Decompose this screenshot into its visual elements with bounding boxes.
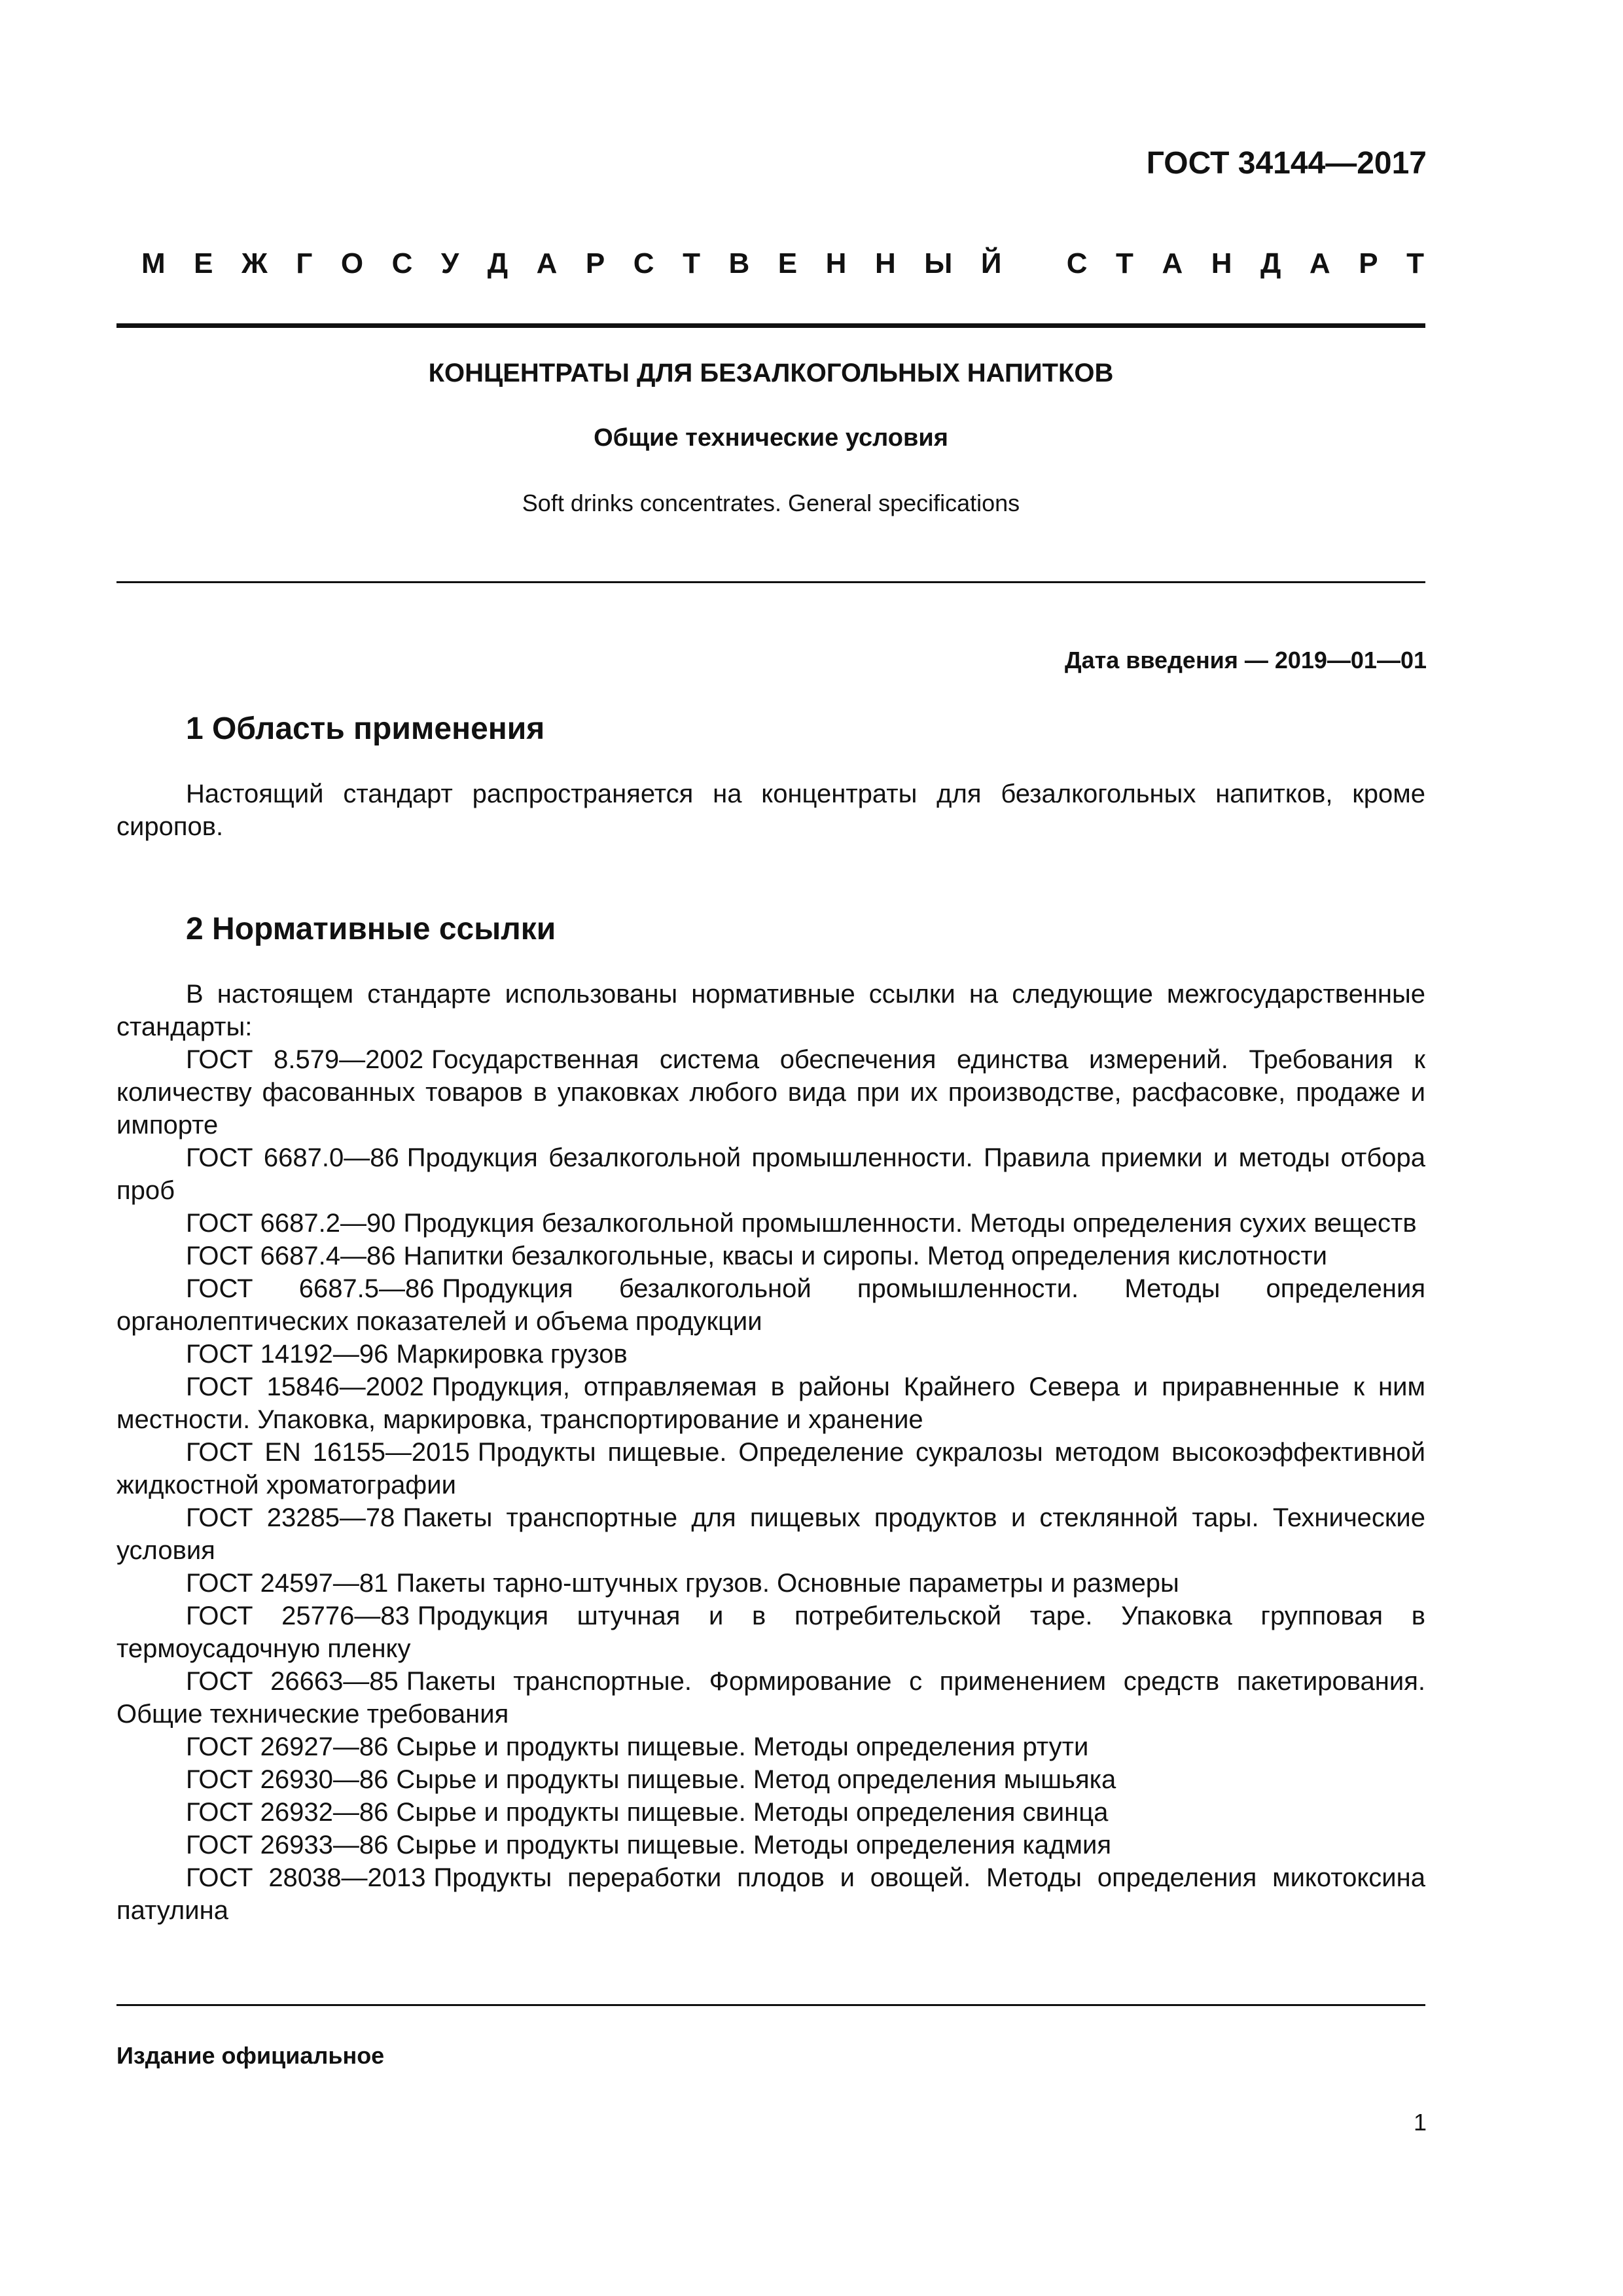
- interstate-letter: Т: [1116, 247, 1133, 279]
- reference-code: ГОСТ 26927—86: [186, 1732, 389, 1761]
- title-divider: [116, 581, 1425, 583]
- reference-item: [116, 1861, 1425, 1927]
- reference-item: [116, 1763, 1425, 1796]
- interstate-letter: А: [536, 247, 558, 279]
- reference-title: Маркировка грузов: [396, 1340, 628, 1369]
- reference-item: [116, 1436, 1425, 1501]
- reference-item: [116, 1731, 1425, 1763]
- reference-title: Пакеты тарно-штучных грузов. Основные параметры и размеры: [396, 1569, 1179, 1598]
- interstate-letter: С: [1066, 247, 1088, 279]
- section-2-heading: 2 Нормативные ссылки: [186, 912, 556, 946]
- reference-item: [116, 1207, 1425, 1240]
- reference-code: ГОСТ 8.579—2002: [186, 1045, 424, 1074]
- reference-code: ГОСТ 28038—2013: [186, 1863, 426, 1892]
- interstate-letter: Д: [487, 247, 508, 279]
- header-divider: [116, 323, 1425, 328]
- section-1-body: [116, 778, 1425, 843]
- reference-code: ГОСТ 24597—81: [186, 1569, 389, 1598]
- reference-item: [116, 1338, 1425, 1371]
- reference-code: ГОСТ 6687.5—86: [186, 1274, 435, 1303]
- reference-code: ГОСТ 23285—78: [186, 1503, 395, 1532]
- interstate-letter: Т: [683, 247, 700, 279]
- interstate-letter: Е: [777, 247, 798, 279]
- reference-code: ГОСТ EN 16155—2015: [186, 1438, 470, 1467]
- interstate-letter: Р: [1359, 247, 1378, 279]
- interstate-letter: Д: [1260, 247, 1281, 279]
- reference-item: [116, 1240, 1425, 1272]
- reference-code: ГОСТ 15846—2002: [186, 1372, 424, 1401]
- reference-item: [116, 1371, 1425, 1436]
- reference-item: [116, 1501, 1425, 1567]
- reference-title: Государственная система обеспечения единства измерений. Требования к количеству фасованных товаров в упаковках любого вида при их производстве, расфасовке, продаже и импорте: [116, 1045, 1425, 1139]
- reference-code: ГОСТ 26930—86: [186, 1765, 389, 1794]
- reference-item: [116, 1043, 1425, 1141]
- section-2-intro: В настоящем стандарте использованы нормативные ссылки на следующие межгосударственные стандарты:: [116, 980, 1425, 1041]
- reference-item: [116, 1141, 1425, 1207]
- interstate-letter: Р: [585, 247, 605, 279]
- reference-code: ГОСТ 26932—86: [186, 1798, 389, 1827]
- reference-title: Пакеты транспортные для пищевых продуктов и стеклянной тары. Технические условия: [116, 1503, 1425, 1565]
- reference-item: [116, 1567, 1425, 1600]
- reference-title: Сырье и продукты пищевые. Метод определения мышьяка: [396, 1765, 1116, 1794]
- reference-title: Продукция безалкогольной промышленности. Методы определения сухих веществ: [403, 1209, 1417, 1238]
- interstate-letter: М: [141, 247, 166, 279]
- reference-title: Продукты переработки плодов и овощей. Методы определения микотоксина патулина: [116, 1863, 1425, 1925]
- official-edition-label: Издание официальное: [116, 2042, 385, 2069]
- document-title: КОНЦЕНТРАТЫ ДЛЯ БЕЗАЛКОГОЛЬНЫХ НАПИТКОВ: [428, 359, 1114, 387]
- interstate-letter: С: [391, 247, 413, 279]
- reference-title: Продукция, отправляемая в районы Крайнего Севера и приравненные к ним местности. Упаковка, маркировка, транспортирование и хранение: [116, 1372, 1425, 1434]
- reference-title: Продукция безалкогольной промышленности. Методы определения органолептических показателей и объема продукции: [116, 1274, 1425, 1336]
- reference-code: ГОСТ 26663—85: [186, 1667, 399, 1696]
- reference-code: ГОСТ 6687.4—86: [186, 1242, 396, 1270]
- interstate-letter: А: [1162, 247, 1183, 279]
- normative-references: [116, 978, 1425, 1927]
- document-subtitle: Общие технические условия: [594, 424, 948, 452]
- interstate-letter: Г: [296, 247, 313, 279]
- reference-title: Сырье и продукты пищевые. Методы определения кадмия: [396, 1831, 1111, 1859]
- interstate-letter: Т: [1406, 247, 1424, 279]
- document-number: ГОСТ 34144—2017: [1146, 146, 1427, 181]
- interstate-letter: Н: [874, 247, 896, 279]
- interstate-letter: Ы: [924, 247, 953, 279]
- reference-code: ГОСТ 6687.2—90: [186, 1209, 396, 1238]
- interstate-letter: О: [340, 247, 364, 279]
- reference-title: Напитки безалкогольные, квасы и сиропы. Метод определения кислотности: [403, 1242, 1328, 1270]
- interstate-letter: Н: [825, 247, 847, 279]
- reference-title: Сырье и продукты пищевые. Методы определения ртути: [396, 1732, 1089, 1761]
- section-1-heading: 1 Область применения: [186, 711, 545, 746]
- reference-item: [116, 1665, 1425, 1731]
- interstate-letter: С: [633, 247, 654, 279]
- reference-code: ГОСТ 14192—96: [186, 1340, 389, 1369]
- reference-code: ГОСТ 25776—83: [186, 1602, 410, 1630]
- reference-item: [116, 1829, 1425, 1861]
- reference-title: Продукция штучная и в потребительской таре. Упаковка групповая в термоусадочную пленку: [116, 1602, 1425, 1663]
- interstate-letter: В: [728, 247, 750, 279]
- interstate-letter: [1030, 247, 1038, 280]
- reference-code: ГОСТ 26933—86: [186, 1831, 389, 1859]
- reference-title: Продукция безалкогольной промышленности. Правила приемки и методы отбора проб: [116, 1143, 1426, 1205]
- reference-item: [116, 1796, 1425, 1829]
- document-title-english: Soft drinks concentrates. General specifications: [522, 490, 1020, 516]
- interstate-letter: А: [1309, 247, 1330, 279]
- interstate-standard-banner: [141, 247, 1424, 280]
- reference-code: ГОСТ 6687.0—86: [186, 1143, 399, 1172]
- interstate-letter: Й: [980, 247, 1002, 279]
- page-number: 1: [1413, 2109, 1427, 2136]
- footer-divider: [116, 2004, 1425, 2006]
- introduction-date: Дата введения — 2019—01—01: [1064, 647, 1427, 673]
- reference-title: Продукты пищевые. Определение сукралозы методом высокоэффективной жидкостной хроматографии: [116, 1438, 1425, 1499]
- section-1-text: Настоящий стандарт распространяется на концентраты для безалкогольных напитков, кроме сиропов.: [116, 780, 1425, 841]
- reference-title: Сырье и продукты пищевые. Методы определения свинца: [396, 1798, 1109, 1827]
- interstate-letter: Н: [1211, 247, 1232, 279]
- interstate-letter: Е: [194, 247, 213, 279]
- reference-item: [116, 1272, 1425, 1338]
- interstate-letter: Ж: [241, 247, 268, 279]
- interstate-letter: У: [440, 247, 459, 279]
- reference-title: Пакеты транспортные. Формирование с применением средств пакетирования. Общие технические требования: [116, 1667, 1425, 1729]
- reference-item: [116, 1600, 1425, 1665]
